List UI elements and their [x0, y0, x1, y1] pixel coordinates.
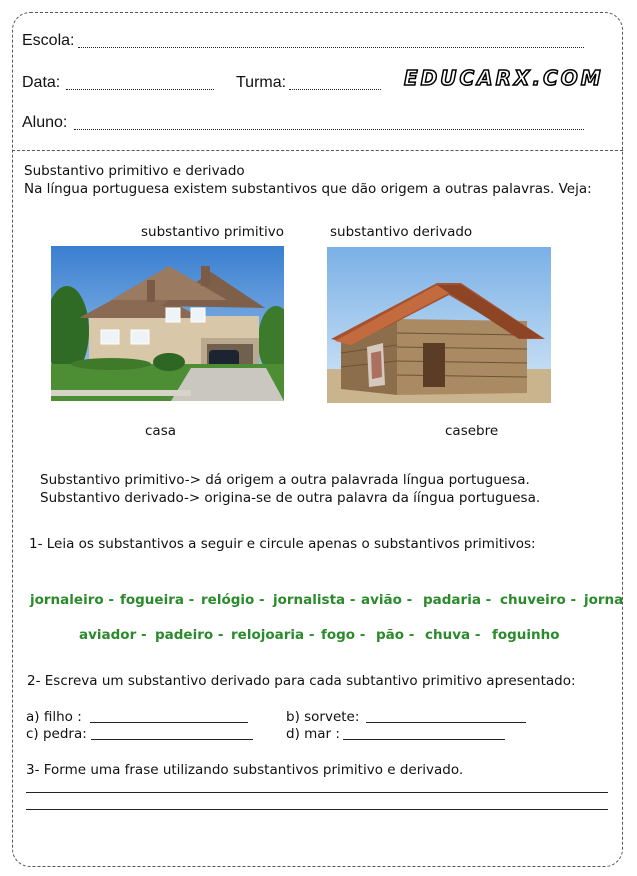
word-item[interactable]: pão -	[376, 627, 415, 643]
aluno-label: Aluno:	[22, 114, 68, 131]
answer-line-a[interactable]	[90, 722, 248, 723]
derived-heading: substantivo derivado	[330, 224, 473, 240]
turma-field[interactable]	[289, 89, 381, 90]
data-label: Data:	[22, 74, 61, 91]
word-item[interactable]: padeiro -	[155, 627, 224, 643]
word-item[interactable]: chuva -	[425, 627, 481, 643]
exercise2-item-b: b) sorvete:	[286, 709, 360, 725]
word-item[interactable]: chuveiro -	[500, 592, 577, 608]
word-item[interactable]: aviador -	[79, 627, 147, 643]
header-separator	[12, 150, 623, 151]
writing-line[interactable]	[26, 809, 608, 810]
exercise2-item-a: a) filho :	[26, 709, 82, 725]
exercise1-prompt: 1- Leia os substantivos a seguir e circule apenas o substantivos primitivos:	[29, 536, 536, 552]
exercise2-item-c: c) pedra:	[26, 726, 87, 742]
writing-line[interactable]	[26, 792, 608, 793]
word-item[interactable]: jornaleiro -	[30, 592, 114, 608]
word-item[interactable]: jorna	[584, 592, 624, 608]
aluno-field[interactable]	[74, 129, 584, 130]
word-item[interactable]: jornalista -	[273, 592, 356, 608]
derived-word: casebre	[445, 423, 499, 439]
word-item[interactable]: foguinho	[492, 627, 560, 643]
word-item[interactable]: fogo -	[321, 627, 366, 643]
answer-line-d[interactable]	[343, 739, 505, 740]
exercise2-prompt: 2- Escreva um substantivo derivado para cada subtantivo primitivo apresentado:	[27, 673, 576, 689]
escola-field[interactable]	[78, 47, 584, 48]
data-field[interactable]	[66, 89, 214, 90]
word-item[interactable]: relojoaria -	[231, 627, 315, 643]
primitive-definition: Substantivo primitivo-> dá origem a outra palavrada língua portuguesa.	[40, 472, 530, 488]
word-item[interactable]: padaria -	[423, 592, 492, 608]
intro-sentence: Na língua portuguesa existem substantivos que dão origem a outras palavras. Veja:	[24, 181, 592, 197]
section-title: Substantivo primitivo e derivado	[24, 163, 245, 179]
answer-line-b[interactable]	[366, 722, 526, 723]
hut-image	[327, 247, 551, 403]
house-image	[51, 246, 284, 401]
word-item[interactable]: relógio -	[201, 592, 265, 608]
turma-label: Turma:	[236, 74, 287, 91]
primitive-heading: substantivo primitivo	[141, 224, 284, 240]
primitive-word: casa	[145, 423, 177, 439]
word-item[interactable]: fogueira -	[120, 592, 195, 608]
escola-label: Escola:	[22, 32, 75, 49]
derived-definition: Substantivo derivado-> origina-se de outra palavra da ííngua portuguesa.	[40, 490, 541, 506]
exercise3-prompt: 3- Forme uma frase utilizando substantivos primitivo e derivado.	[26, 762, 464, 778]
answer-line-c[interactable]	[91, 739, 253, 740]
exercise2-item-d: d) mar :	[286, 726, 340, 742]
word-item[interactable]: avião -	[361, 592, 413, 608]
educarx-logo: EDUCARX.COM	[404, 66, 604, 90]
